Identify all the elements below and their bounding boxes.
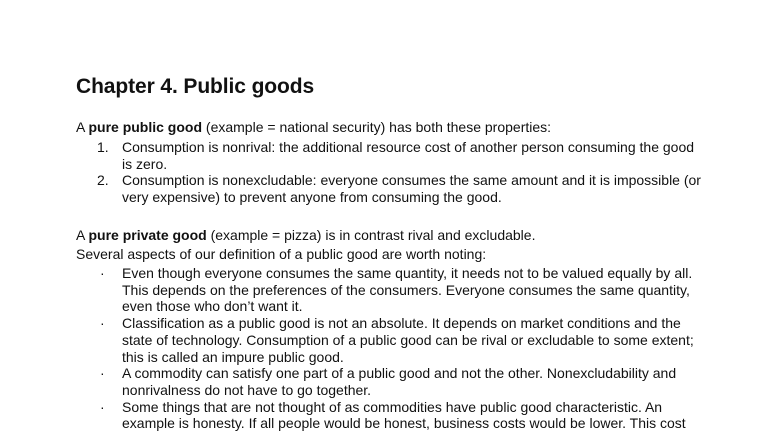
list-item-text: Consumption is nonrival: the additional resource cost of another person consuming the good is zero. [122,139,695,172]
list-item [0,365,706,398]
bullet: · [100,265,105,281]
aspects-intro: Several aspects of our definition of a public good are worth noting: [76,246,487,262]
pure-private-good-definition [76,227,535,244]
list-number: 1. [97,139,109,155]
list-item-text: Consumption is nonexcludable: everyone consumes the same amount and it is impossible (or very expensive) to prevent anyone from consuming the good. [122,172,701,206]
chapter-title: Chapter 4. Public goods [76,75,315,98]
bullet: · [100,315,105,332]
list-number: 2. [97,172,109,189]
list-item-text: Even though everyone consumes the same quantity, it needs not to be valued equally by all. This depends on the preferences of the consumers. Everyone consumes the same quantity, even those who don’t want it. [122,265,693,315]
pure-private-good-term: pure private good [88,227,207,243]
definition-lead: A [76,119,89,135]
list-item [0,172,706,205]
list-item [0,399,706,432]
definition-rest: (example = pizza) is in contrast rival and excludable. [206,227,536,243]
definition-rest: (example = national security) has both these properties: [202,119,552,135]
list-item [0,139,706,172]
list-item [0,265,706,315]
properties-list [0,139,706,206]
pure-public-good-definition [76,119,551,136]
list-item-text: Classification as a public good is not an absolute. It depends on market conditions and the state of technology. Consumption of a public good can be rival or excludable to some extent; this is called an impure public good. [122,315,694,365]
definition-lead: A [76,227,89,243]
pure-public-good-term: pure public good [88,119,203,135]
aspects-list [0,265,706,432]
bullet: · [100,365,105,382]
bullet: · [100,398,105,415]
list-item-text: A commodity can satisfy one part of a public good and not the other. Nonexcludability and nonrivalness do not have to go together. [122,365,677,398]
list-item [0,315,706,365]
list-item-text: Some things that are not thought of as commodities have public good characteristic. An example is honesty. If all people would be honest, business costs would be lower. This cost [122,398,686,432]
